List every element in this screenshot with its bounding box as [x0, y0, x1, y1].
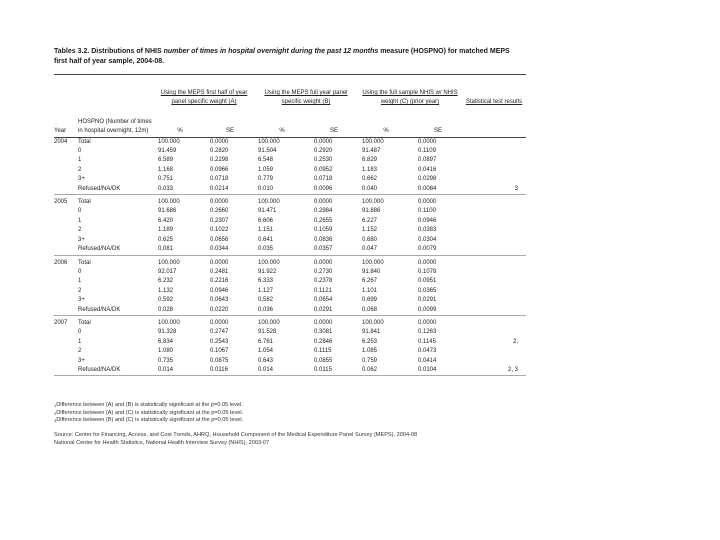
value-cell: 0.0344 [206, 245, 254, 255]
row-label: Total [78, 259, 91, 266]
value-cell: 0.699 [362, 297, 378, 304]
value-cell: 0.2846 [314, 338, 333, 345]
stat-result [462, 156, 526, 165]
value-cell: 0.2920 [314, 148, 333, 155]
value-cell: 0.759 [362, 357, 378, 364]
stat-result [462, 287, 526, 296]
year-cell [54, 268, 76, 277]
row-label: 3+ [78, 236, 85, 243]
value-cell: 0.0643 [210, 297, 229, 304]
value-cell: 0.0654 [314, 297, 333, 304]
value-cell: 100.000 [158, 199, 180, 206]
value-cell: 100.000 [362, 199, 384, 206]
stat-result [462, 166, 526, 175]
value-cell: 100.000 [362, 138, 384, 145]
footnote-1: $^1$Difference between (A) and (B) is statistically significant at the p=0.05 level. [54, 402, 243, 408]
value-cell: 0.0000 [210, 138, 229, 145]
value-cell: 0.0875 [210, 357, 229, 364]
value-cell: 0.1145 [418, 338, 436, 345]
value-cell: 0.0096 [310, 185, 358, 195]
value-cell: 0.0414 [418, 357, 437, 364]
year-cell: 2006 [54, 259, 68, 266]
value-cell: 0.680 [362, 236, 378, 243]
year-cell [54, 328, 76, 337]
stat-result [462, 195, 526, 208]
value-cell: 1.080 [158, 348, 174, 355]
source-note: Source: Center for Financing, Access, and Cost Trends, AHRQ, Household Component of the Medical Expenditure Panel Survey (MEPS), 2004-08 National Center for Health Statistics, National Health Interview Survey (NHIS), 2003-07 [54, 432, 418, 446]
stat-result [462, 147, 526, 156]
stat-result [462, 236, 526, 245]
value-cell: 0.0116 [206, 366, 254, 376]
value-cell: 0.0966 [210, 166, 229, 173]
year-cell [54, 245, 76, 255]
value-cell: 6.267 [362, 278, 378, 285]
row-label: 0 [78, 329, 82, 336]
year-cell [54, 156, 76, 165]
value-cell: 0.0000 [314, 259, 333, 266]
value-cell: 0.0000 [314, 319, 333, 326]
table-row [54, 147, 526, 156]
table-row [54, 366, 526, 376]
value-cell: 6.829 [362, 157, 378, 164]
value-cell: 0.068 [358, 306, 414, 316]
value-cell: 0.035 [254, 245, 310, 255]
value-cell: 0.2730 [314, 268, 333, 275]
header-hospno: HOSPNO (Number of times in hospital overnight, 12m) [78, 118, 152, 135]
value-cell: 0.2530 [314, 157, 333, 164]
stat-result [462, 268, 526, 277]
value-cell: 100.000 [258, 199, 280, 206]
table-row [54, 217, 526, 226]
value-cell: 0.0291 [418, 297, 437, 304]
value-cell: 0.0220 [206, 306, 254, 316]
value-cell: 0.1067 [210, 348, 229, 355]
value-cell: 0.1100 [418, 208, 436, 215]
row-label: 3+ [78, 357, 85, 364]
stat-result [462, 315, 526, 328]
value-cell: 100.000 [362, 259, 384, 266]
value-cell: 0.081 [154, 245, 206, 255]
value-cell: 100.000 [158, 138, 180, 145]
value-cell: 1.183 [362, 166, 378, 173]
row-label: Total [78, 199, 91, 206]
table-row [54, 296, 526, 305]
year-cell [54, 207, 76, 216]
table-body [54, 137, 526, 376]
value-cell: 0.040 [358, 185, 414, 195]
header-a-pct: % [177, 128, 183, 135]
row-label: Total [78, 319, 91, 326]
year-cell: 2005 [54, 199, 68, 206]
stat-result: 2, 3 [462, 366, 526, 376]
value-cell: 0.2481 [210, 268, 229, 275]
year-cell [54, 296, 76, 305]
table-row [54, 268, 526, 277]
stat-result [462, 207, 526, 216]
value-cell: 0.751 [158, 176, 174, 183]
row-label: Total [78, 138, 91, 145]
value-cell: 0.0304 [418, 236, 437, 243]
value-cell: 0.0656 [210, 236, 229, 243]
stat-result [462, 217, 526, 226]
value-cell: 1.059 [258, 166, 274, 173]
value-cell: 0.1121 [314, 287, 332, 294]
value-cell: 0.0000 [210, 199, 229, 206]
value-cell: 0.2984 [314, 208, 333, 215]
value-cell: 0.0099 [414, 306, 462, 316]
value-cell: 1.054 [258, 348, 274, 355]
table-row [54, 175, 526, 184]
value-cell: 0.592 [158, 297, 174, 304]
value-cell: 0.0383 [418, 227, 437, 234]
value-cell: 0.0000 [314, 199, 333, 206]
year-cell [54, 357, 76, 366]
table-row [54, 166, 526, 175]
table-row [54, 245, 526, 255]
value-cell: 0.3081 [314, 329, 333, 336]
value-cell: 91.487 [362, 148, 381, 155]
table-row [54, 156, 526, 165]
year-cell [54, 217, 76, 226]
year-cell [54, 277, 76, 286]
stat-result [462, 137, 526, 147]
value-cell: 6.606 [258, 217, 274, 224]
stat-result [462, 245, 526, 255]
value-cell: 0.0836 [314, 236, 333, 243]
year-cell [54, 287, 76, 296]
table-row [54, 287, 526, 296]
value-cell: 0.625 [158, 236, 174, 243]
year-cell: 2004 [54, 138, 68, 145]
table-row [54, 236, 526, 245]
value-cell: 0.0000 [418, 259, 437, 266]
value-cell: 91.328 [158, 329, 177, 336]
value-cell: 6.761 [258, 338, 274, 345]
stat-result: 2, [513, 338, 519, 345]
value-cell: 100.000 [258, 259, 280, 266]
header-year: Year [54, 128, 67, 135]
value-cell: 0.047 [358, 245, 414, 255]
header-stat: Statistical test results [465, 99, 523, 106]
stat-result [462, 296, 526, 305]
table-row [54, 137, 526, 147]
value-cell: 0.2820 [210, 148, 229, 155]
value-cell: 0.0946 [418, 217, 437, 224]
table-row [54, 195, 526, 208]
row-label: Refused/NA/DK [76, 366, 154, 376]
value-cell: 91.504 [258, 148, 277, 155]
year-cell [54, 185, 76, 195]
year-cell [54, 366, 76, 376]
header-col-c: Using the full sample NHIS w/ NHIS weight (C) (prior year) [362, 90, 458, 106]
row-label: 1 [78, 278, 82, 285]
row-label: 3+ [78, 176, 85, 183]
value-cell: 0.2543 [210, 338, 229, 345]
table-row [54, 255, 526, 268]
value-cell: 1.132 [158, 287, 174, 294]
value-cell: 0.036 [254, 306, 310, 316]
row-label: 2 [78, 287, 82, 294]
value-cell: 100.000 [362, 319, 384, 326]
stat-result [462, 347, 526, 356]
value-cell: 0.0357 [310, 245, 358, 255]
value-cell: 0.0104 [414, 366, 462, 376]
value-cell: 100.000 [158, 259, 180, 266]
value-cell: 6.253 [362, 338, 378, 345]
table-row [54, 338, 526, 347]
header-col-a: Using the MEPS first half of year panel specific weight (A) [160, 90, 248, 106]
value-cell: 0.1022 [210, 227, 229, 234]
value-cell: 0.662 [362, 176, 378, 183]
value-cell: 0.0084 [414, 185, 462, 195]
header-a-se: SE [225, 128, 234, 135]
value-cell: 0.033 [154, 185, 206, 195]
stat-result [462, 175, 526, 184]
value-cell: 0.0718 [210, 176, 229, 183]
value-cell: 0.0298 [418, 176, 437, 183]
year-cell [54, 236, 76, 245]
row-label: 3+ [78, 297, 85, 304]
value-cell: 1.127 [258, 287, 274, 294]
row-label: 2 [78, 227, 82, 234]
value-cell: 0.2378 [314, 278, 333, 285]
value-cell: 0.1078 [418, 268, 437, 275]
row-label: 2 [78, 166, 82, 173]
value-cell: 0.2660 [210, 208, 229, 215]
value-cell: 91.459 [158, 148, 177, 155]
table-row [54, 277, 526, 286]
value-cell: 0.062 [358, 366, 414, 376]
value-cell: 0.0214 [206, 185, 254, 195]
value-cell: 0.2298 [210, 157, 229, 164]
value-cell: 100.000 [258, 319, 280, 326]
value-cell: 0.0115 [310, 366, 358, 376]
header-c-pct: % [383, 128, 389, 135]
value-cell: 0.0416 [418, 166, 437, 173]
value-cell: 0.028 [154, 306, 206, 316]
value-cell: 6.227 [362, 217, 378, 224]
value-cell: 0.0897 [418, 157, 437, 164]
stat-result [462, 277, 526, 286]
table-row [54, 328, 526, 337]
footnotes [54, 402, 243, 425]
value-cell: 0.2747 [210, 329, 229, 336]
value-cell: 0.014 [154, 366, 206, 376]
value-cell: 6.834 [158, 338, 174, 345]
value-cell: 0.010 [254, 185, 310, 195]
value-cell: 91.686 [158, 208, 177, 215]
value-cell: 0.0079 [414, 245, 462, 255]
value-cell: 0.582 [258, 297, 274, 304]
value-cell: 91.840 [362, 268, 381, 275]
value-cell: 0.0473 [418, 348, 437, 355]
footnote-3: $^3$Difference between (B) and (C) is statistically significant at the p=0.05 level. [54, 417, 244, 424]
value-cell: 1.168 [158, 166, 174, 173]
year-cell [54, 306, 76, 316]
value-cell: 1.101 [362, 287, 378, 294]
value-cell: 6.232 [158, 278, 174, 285]
value-cell: 91.922 [258, 268, 277, 275]
table-row [54, 226, 526, 235]
footnote-2: $^2$Difference between (A) and (C) is statistically significant at the p=0.05 level. [54, 409, 244, 416]
header-col-b: Using the MEPS full year panel specific weight (B) [264, 90, 348, 106]
year-cell [54, 347, 76, 356]
value-cell: 0.735 [158, 357, 174, 364]
value-cell: 0.641 [258, 236, 274, 243]
row-label: Refused/NA/DK [76, 306, 154, 316]
value-cell: 0.0718 [314, 176, 333, 183]
value-cell: 0.779 [258, 176, 274, 183]
stat-result: 3 [462, 185, 526, 195]
stat-result [462, 226, 526, 235]
year-cell [54, 147, 76, 156]
value-cell: 0.0952 [314, 166, 333, 173]
value-cell: 0.2307 [210, 217, 229, 224]
row-label: 0 [78, 148, 82, 155]
value-cell: 0.0000 [418, 319, 437, 326]
row-label: 0 [78, 208, 82, 215]
value-cell: 0.0000 [210, 259, 229, 266]
value-cell: 92.017 [158, 268, 177, 275]
value-cell: 0.2216 [210, 278, 229, 285]
value-cell: 91.841 [362, 329, 381, 336]
table-row [54, 207, 526, 216]
row-label: 1 [78, 217, 82, 224]
value-cell: 0.0855 [314, 357, 333, 364]
value-cell: 0.1115 [314, 348, 332, 355]
value-cell: 0.014 [254, 366, 310, 376]
table-row [54, 306, 526, 316]
stat-result [462, 357, 526, 366]
year-cell: 2007 [54, 319, 68, 326]
table-title: Tables 3.2. Distributions of NHIS number of times in hospital overnight during the past 12 months measure (HOSPNO) for matched MEPS first half of year sample, 2004-08. [54, 48, 510, 65]
value-cell: 0.1109 [418, 148, 436, 155]
value-cell: 0.1263 [418, 329, 437, 336]
value-cell: 0.0365 [418, 287, 437, 294]
table-row [54, 185, 526, 195]
value-cell: 91.528 [258, 329, 277, 336]
stat-result [462, 255, 526, 268]
stat-result [462, 328, 526, 337]
row-label: Refused/NA/DK [76, 245, 154, 255]
value-cell: 6.420 [158, 217, 174, 224]
row-label: 1 [78, 157, 82, 164]
stat-result [462, 306, 526, 316]
year-cell [54, 338, 76, 347]
value-cell: 6.589 [158, 157, 174, 164]
value-cell: 0.0946 [210, 287, 229, 294]
row-label: 2 [78, 348, 82, 355]
value-cell: 0.2655 [314, 217, 333, 224]
value-cell: 1.152 [362, 227, 378, 234]
value-cell: 91.886 [362, 208, 381, 215]
value-cell: 0.0000 [418, 199, 437, 206]
value-cell: 6.548 [258, 157, 274, 164]
value-cell: 0.0951 [418, 278, 437, 285]
header-b-pct: % [279, 128, 285, 135]
value-cell: 100.000 [258, 138, 280, 145]
header-c-se: SE [434, 128, 443, 135]
value-cell: 0.0000 [210, 319, 229, 326]
year-cell [54, 226, 76, 235]
value-cell: 0.643 [258, 357, 274, 364]
value-cell: 1.085 [362, 348, 378, 355]
value-cell: 0.0000 [418, 138, 437, 145]
value-cell: 1.189 [158, 227, 174, 234]
year-cell [54, 166, 76, 175]
table-row [54, 347, 526, 356]
row-label: 1 [78, 338, 82, 345]
value-cell: 0.0291 [310, 306, 358, 316]
value-cell: 1.151 [258, 227, 274, 234]
value-cell: 100.000 [158, 319, 180, 326]
table-row [54, 315, 526, 328]
value-cell: 6.333 [258, 278, 274, 285]
value-cell: 0.0000 [314, 138, 333, 145]
year-cell [54, 175, 76, 184]
row-label: Refused/NA/DK [76, 185, 154, 195]
table-row [54, 357, 526, 366]
value-cell: 0.1059 [314, 227, 333, 234]
value-cell: 91.471 [258, 208, 277, 215]
data-table [54, 74, 526, 376]
row-label: 0 [78, 268, 82, 275]
header-b-se: SE [329, 128, 338, 135]
